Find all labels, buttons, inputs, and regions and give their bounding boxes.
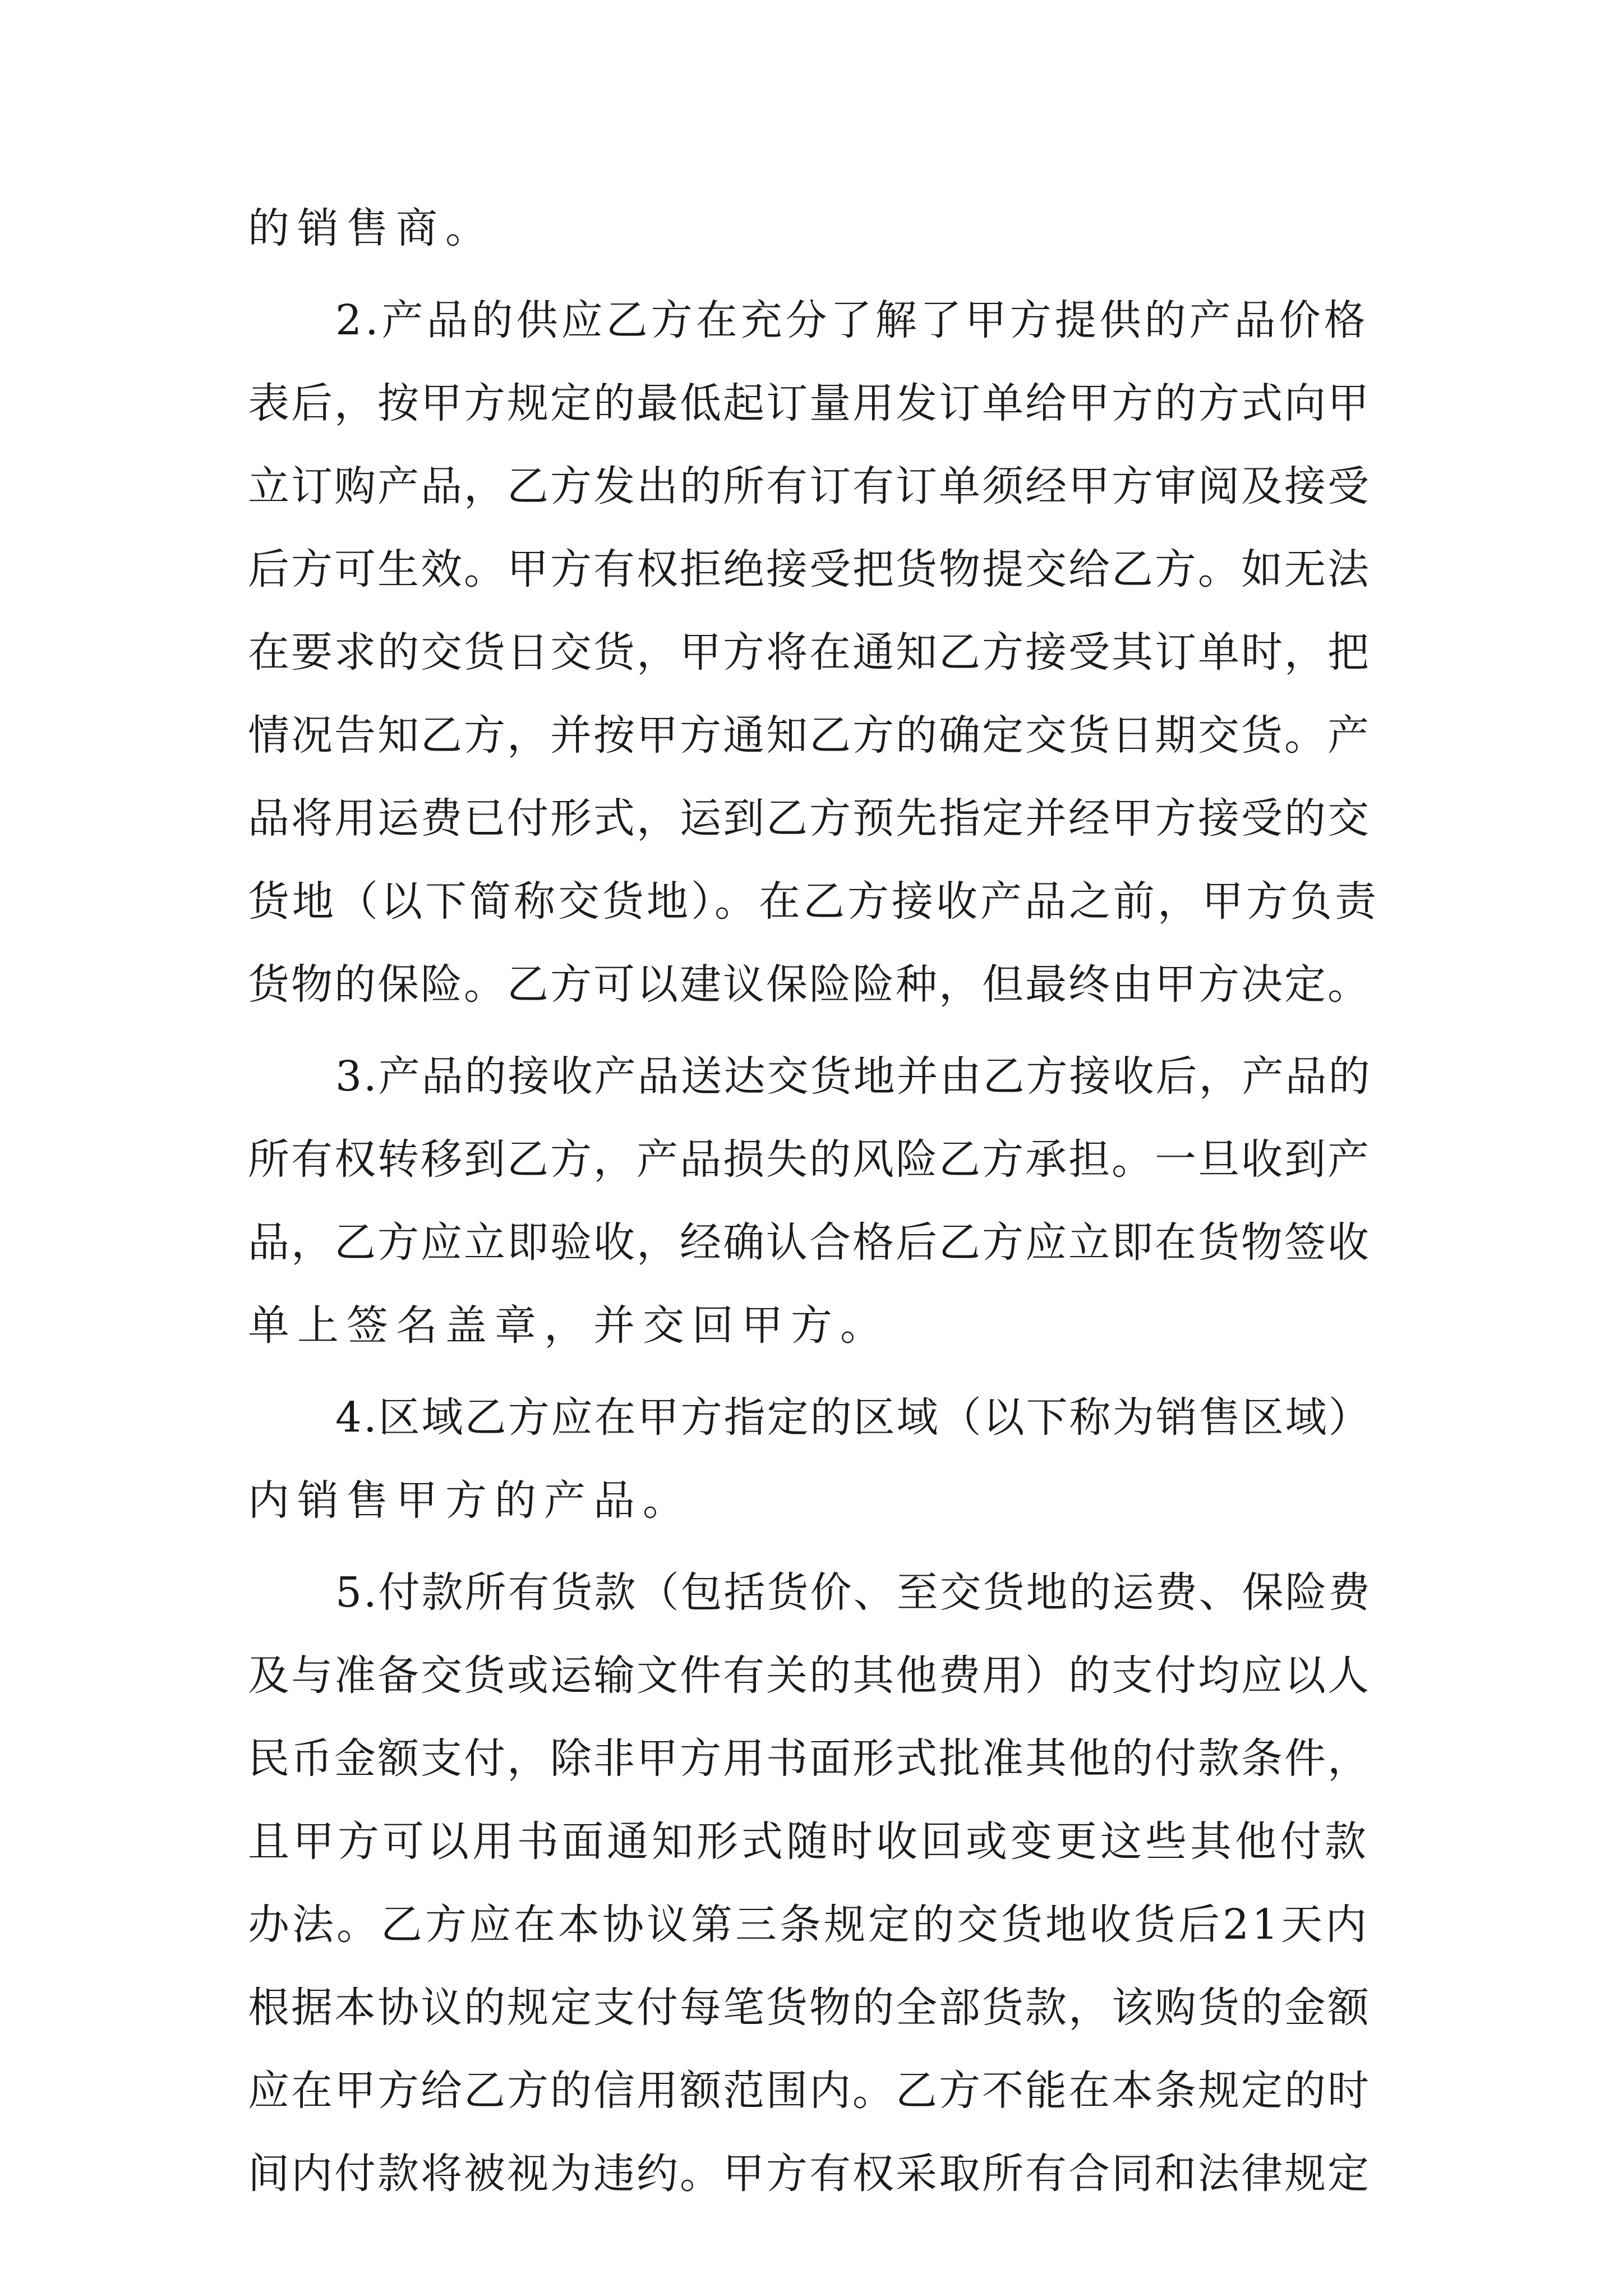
text-line: 内销售甲方的产品。 [248, 1476, 692, 1525]
text-line: 应在甲方给乙方的信用额范围内。乙方不能在本条规定的时 [248, 2067, 1371, 2115]
text-line: 后方可生效。甲方有权拒绝接受把货物提交给乙方。如无法 [248, 545, 1371, 593]
text-line: 单上签名盖章，并交回甲方。 [248, 1301, 889, 1350]
text-line: 品将用运费已付形式，运到乙方预先指定并经甲方接受的交 [248, 794, 1371, 843]
text-line: 货物的保险。乙方可以建议保险险种，但最终由甲方决定。 [248, 960, 1371, 1009]
text-line: 间内付款将被视为违约。甲方有权采取所有合同和法律规定 [248, 2150, 1371, 2198]
text-line: 办法。乙方应在本协议第三条规定的交货地收货后21天内 [248, 1901, 1370, 1949]
text-line: 民币金额支付，除非甲方用书面形式批准其他的付款条件， [248, 1734, 1371, 1783]
text-line: 根据本协议的规定支付每笔货物的全部货款，该购货的金额 [248, 1984, 1371, 2032]
text-line: 货地（以下简称交货地）。在乙方接收产品之前，甲方负责 [248, 877, 1379, 926]
text-line: 的销售商。 [248, 204, 495, 252]
paragraph-5-heading-line: 5.付款所有货款（包括货价、至交货地的运费、保险费 [335, 1568, 1372, 1617]
text-line: 表后，按甲方规定的最低起订量用发订单给甲方的方式向甲 [248, 379, 1371, 427]
paragraph-2-heading-line: 2.产品的供应乙方在充分了解了甲方提供的产品价格 [335, 296, 1369, 344]
text-line: 立订购产品，乙方发出的所有订有订单须经甲方审阅及接受 [248, 462, 1371, 510]
text-line: 且甲方可以用书面通知形式随时收回或变更这些其他付款 [248, 1818, 1370, 1866]
text-line: 所有权转移到乙方，产品损失的风险乙方承担。一旦收到产 [248, 1135, 1371, 1184]
text-line: 及与准备交货或运输文件有关的其他费用）的支付均应以人 [248, 1651, 1371, 1700]
paragraph-4-heading-line: 4.区域乙方应在甲方指定的区域（以下称为销售区域） [335, 1393, 1372, 1442]
text-line: 品，乙方应立即验收，经确认合格后乙方应立即在货物签收 [248, 1218, 1371, 1267]
text-line: 情况告知乙方，并按甲方通知乙方的确定交货日期交货。产 [248, 711, 1371, 760]
text-line: 在要求的交货日交货，甲方将在通知乙方接受其订单时，把 [248, 628, 1371, 677]
paragraph-3-heading-line: 3.产品的接收产品送达交货地并由乙方接收后，产品的 [335, 1052, 1372, 1101]
